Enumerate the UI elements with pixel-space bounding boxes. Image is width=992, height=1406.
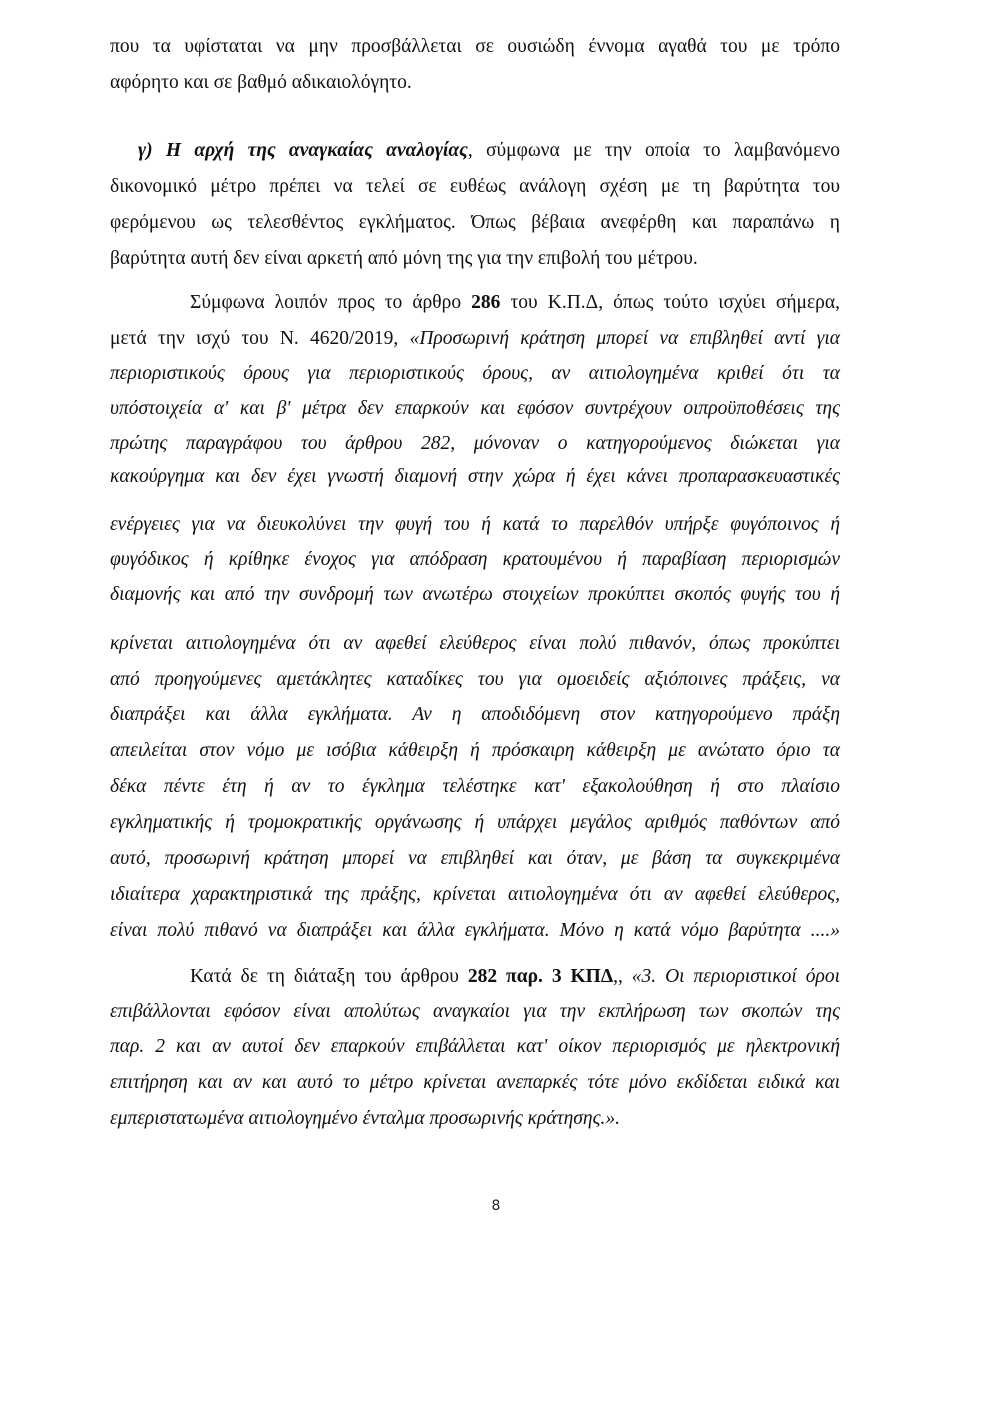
text-line	[110, 320, 840, 358]
text-span: βαρύτητα αυτή δεν είναι αρκετή από μόνη της για την επιβολή του μέτρου.	[110, 248, 698, 269]
text-span: φερόμενου ως τελεσθέντος εγκλήματος. Όπως βέβαια ανεφέρθη και παραπάνω η	[110, 212, 840, 233]
quote-line	[110, 1064, 840, 1102]
article-reference: 282 παρ. 3 ΚΠΔ	[467, 966, 614, 987]
quote-span: εγκληματικής ή τρομοκρατικής οργάνωσης ή υπάρχει μεγάλος αριθμός παθόντων από	[110, 812, 840, 833]
quote-span: αυτό, προσωρινή κράτηση μπορεί να επιβληθεί και όταν, με βάση τα συγκεκριμένα	[110, 848, 840, 869]
section-title: Η αρχή της αναγκαίας αναλογίας	[165, 140, 468, 161]
quote-span: παρ. 2 και αν αυτοί δεν επαρκούν επιβάλλεται κατ' οίκον περιορισμός με ηλεκτρονική	[110, 1036, 840, 1057]
quote-line	[110, 576, 840, 614]
text-span: αφόρητο και σε βαθμό αδικαιολόγητο.	[110, 72, 412, 93]
text-span: Κατά δε τη διάταξη του άρθρου	[190, 966, 468, 987]
quote-span: από προηγούμενες αμετάκλητες καταδίκες του για ομοειδείς αξιόποινες πράξεις, να	[110, 669, 840, 690]
quote-span: «Προσωρινή κράτηση μπορεί να επιβληθεί αντί για	[409, 328, 841, 349]
text-span: Σύμφωνα λοιπόν προς το άρθρο	[190, 292, 472, 313]
quote-span: ιδιαίτερα χαρακτηριστικά της πράξης, κρίνεται αιτιολογημένα ότι αν αφεθεί ελεύθερος,	[110, 884, 840, 905]
quote-line	[110, 458, 840, 496]
quote-line	[110, 840, 840, 878]
quote-span: κρίνεται αιτιολογημένα ότι αν αφεθεί ελεύθερος είναι πολύ πιθανόν, όπως προκύπτει	[110, 633, 840, 654]
text-line	[110, 168, 840, 206]
quote-span: διαπράξει και άλλα εγκλήματα. Αν η αποδιδόμενη στον κατηγορούμενο πράξη	[110, 704, 840, 725]
quote-span: διαμονής και από την συνδρομή των ανωτέρω στοιχείων προκύπτει σκοπός φυγής του ή	[110, 584, 840, 605]
quote-line	[110, 661, 840, 699]
text-line	[110, 64, 840, 102]
quote-line	[110, 732, 840, 770]
quote-span: ενέργειες για να διευκολύνει την φυγή του ή κατά το παρελθόν υπήρξε φυγόποινος ή	[110, 514, 840, 535]
quote-line	[110, 506, 840, 544]
quote-line	[110, 541, 840, 579]
text-span: που τα υφίσταται να μην προσβάλλεται σε ουσιώδη έννομα αγαθά του με τρόπο	[110, 36, 840, 57]
quote-span: εμπεριστατωμένα αιτιολογημένο ένταλμα προσωρινής κράτησης.».	[110, 1108, 620, 1129]
text-line	[110, 204, 840, 242]
section-gamma-heading-line	[110, 132, 840, 170]
quote-span: είναι πολύ πιθανό να διαπράξει και άλλα εγκλήματα. Μόνο η κατά νόμο βαρύτητα ....»	[110, 920, 840, 941]
quote-span: απειλείται στον νόμο με ισόβια κάθειρξη ή πρόσκαιρη κάθειρξη με ανώτατο όριο τα	[110, 740, 840, 761]
quote-line	[110, 355, 840, 393]
text-span: μετά την ισχύ του Ν. 4620/2019,	[110, 328, 410, 349]
page-number: 8	[491, 1198, 501, 1214]
quote-span: επιβάλλονται εφόσον είναι απολύτως αναγκαίοι για την εκπλήρωση των σκοπών της	[110, 1001, 840, 1022]
quote-span: κακούργημα και δεν έχει γνωστή διαμονή στην χώρα ή έχει κάνει προπαρασκευαστικές	[110, 466, 840, 487]
quote-span: περιοριστικούς όρους για περιοριστικούς όρους, αν αιτιολογημένα κριθεί ότι τα	[110, 363, 840, 384]
text-line	[110, 240, 840, 278]
quote-line	[110, 625, 840, 663]
quote-line	[110, 993, 840, 1031]
quote-line	[110, 696, 840, 734]
text-line	[110, 28, 840, 66]
text-span: δικονομικό μέτρο πρέπει να τελεί σε ευθέως ανάλογη σχέση με τη βαρύτητα του	[110, 176, 840, 197]
article-number: 286	[471, 292, 501, 313]
text-line	[110, 958, 840, 996]
quote-line	[110, 768, 840, 806]
text-span: του Κ.Π.Δ, όπως τούτο ισχύει σήμερα,	[500, 292, 840, 313]
quote-span: δέκα πέντε έτη ή αν το έγκλημα τελέστηκε κατ' εξακολούθηση ή στο πλαίσιο	[110, 776, 840, 797]
quote-span: πρώτης παραγράφου του άρθρου 282, μόνοναν ο κατηγορούμενος διώκεται για	[110, 433, 840, 454]
text-span: , σύμφωνα με την οποία το λαμβανόμενο	[467, 140, 840, 161]
quote-span: φυγόδικος ή κρίθηκε ένοχος για απόδραση κρατουμένου ή παραβίαση περιορισμών	[110, 549, 840, 570]
quote-span: επιτήρηση και αν και αυτό το μέτρο κρίνεται ανεπαρκές τότε μόνο εκδίδεται ειδικά και	[110, 1072, 840, 1093]
quote-line	[110, 804, 840, 842]
text-line	[110, 284, 840, 322]
quote-span: «3. Οι περιοριστικοί όροι	[631, 966, 840, 987]
quote-line	[110, 1100, 840, 1138]
quote-line	[110, 912, 840, 950]
quote-span: υπόστοιχεία α' και β' μέτρα δεν επαρκούν και εφόσον συντρέχουν οιπροϋποθέσεις της	[110, 398, 840, 419]
quote-line	[110, 876, 840, 914]
text-span: ,,	[613, 966, 632, 987]
quote-line	[110, 1028, 840, 1066]
section-label: γ)	[138, 140, 153, 161]
quote-line	[110, 390, 840, 428]
